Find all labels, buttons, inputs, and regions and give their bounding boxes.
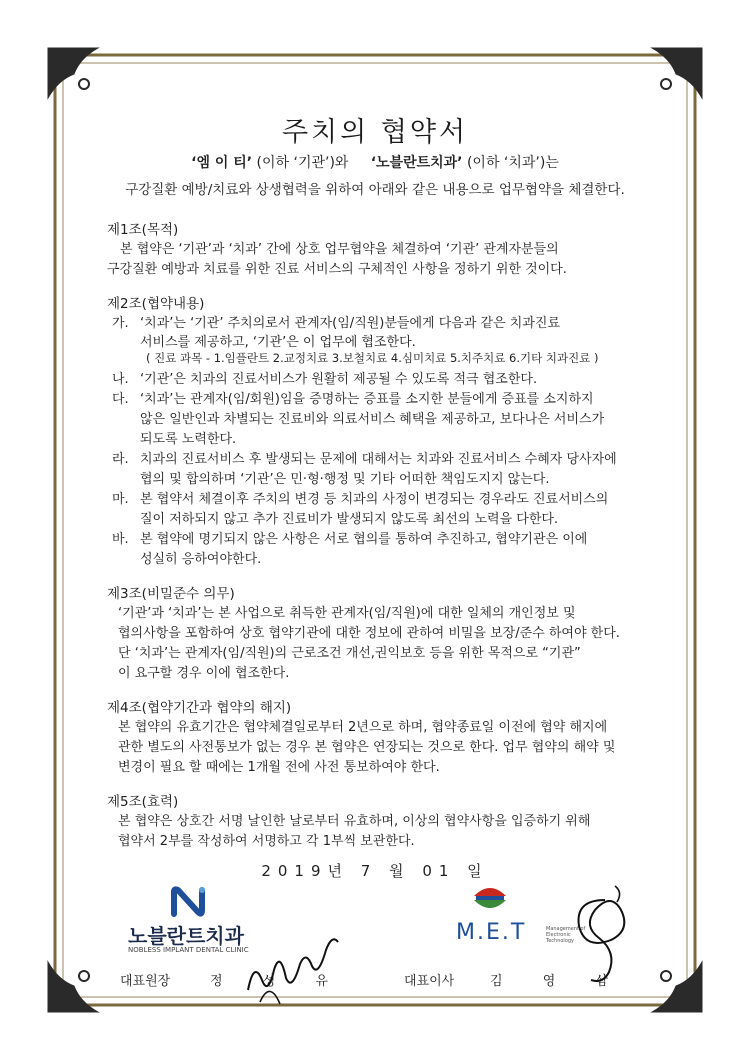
article5-line: 본 협약은 상호간 서명 날인한 날로부터 유효하며, 이상의 협약사항을 입증하기 위해 [118, 814, 591, 829]
article2-item-mark: 다. [112, 392, 129, 407]
article2-item-line: 않은 일반인과 차별되는 진료비와 의료서비스 혜택을 제공하고, 보다나은 서비스가 [140, 412, 605, 427]
right-signer-role: 대표이사 [404, 974, 455, 989]
clinic-logo-mark [168, 884, 208, 920]
party-clinic-alias: (이하 ‘치과’)는 [466, 155, 559, 171]
article2-item-mark: 가. [112, 316, 129, 331]
article3-line: 단 ‘치과’는 관계자(임/직원)의 근로조건 개선,권익보호 등을 위한 목적으로 “기관” [118, 646, 581, 661]
party-met-alias: (이하 ‘기관’)와 [256, 155, 349, 171]
article3-heading: 제3조(비밀준수 의무) [107, 586, 235, 602]
party-clinic: ‘노블란트치과’ [370, 155, 463, 171]
left-signer-name: 정 성 유 [210, 974, 346, 989]
left-handwritten-signature [240, 920, 350, 1010]
article2-item-line: ‘기관’은 치과의 진료서비스가 원활히 제공될 수 있도록 적극 협조한다. [140, 372, 538, 387]
clinic-logo-subtitle: NOBLESS IMPLANT DENTAL CLINIC [128, 946, 249, 954]
article2-item-line: 서비스를 제공하고, ‘기관’은 이 업무에 협조한다. [140, 335, 416, 350]
signing-date: 2019년 7 월 01 일 [261, 862, 489, 880]
article2-item-line: 치과의 진료서비스 후 발생되는 문제에 대해서는 치과와 진료서비스 수혜자 당사자에 [140, 452, 617, 467]
article2-item-line: 되도록 노력한다. [140, 432, 237, 447]
article2-item-mark: 바. [112, 532, 129, 547]
right-handwritten-signature [565, 880, 645, 990]
met-logo-mark [470, 880, 510, 920]
article2-item-line: ‘치과’는 ‘기관’ 주치의로서 관계자(임/직원)분들에게 다음과 같은 치과진료 [140, 316, 561, 331]
clinic-logo-text: 노블란트치과 [128, 924, 244, 948]
article2-item-line: 본 협약에 명기되지 않은 사항은 서로 협의를 통하여 추진하고, 협약기관은 이에 [140, 532, 588, 547]
article2-heading: 제2조(협약내용) [107, 296, 205, 312]
party-met: ‘엠 이 티’ [191, 155, 253, 171]
article1-heading: 제1조(목적) [107, 222, 179, 238]
article4-line: 변경이 필요 할 때에는 1개월 전에 사전 통보하여야 한다. [118, 760, 440, 775]
met-logo-subtitle: Management of Electronic Technology [546, 926, 586, 944]
parties-line [0, 152, 750, 172]
intro-text: 구강질환 예방/치료와 상생협력을 위하여 아래와 같은 내용으로 업무협약을 체결한다. [125, 182, 625, 198]
article4-line: 본 협약의 유효기간은 협약체결일로부터 2년으로 하며, 협약종료일 이전에 협약 해지에 [118, 720, 608, 735]
article3-line: 이 요구할 경우 이에 협조한다. [118, 666, 290, 681]
article2-item-line: 본 협약서 체결이후 주치의 변경 등 치과의 사정이 변경되는 경우라도 진료서비스의 [140, 492, 609, 507]
article4-line: 관한 별도의 사전통보가 없는 경우 본 협약은 연장되는 것으로 한다. 업무 협약의 해약 및 [118, 740, 616, 755]
article2-item-line: ‘치과’는 관계자(임/회원)임을 증명하는 증표를 소지한 분들에게 증표를 소지하지 [140, 392, 594, 407]
article5-heading: 제5조(효력) [107, 794, 179, 810]
article4-heading: 제4조(협약기간과 협약의 해지) [107, 700, 292, 716]
article3-line: 협의사항을 포함하여 상호 협약기관에 대한 정보에 관하여 비밀을 보장/준수 하여야 한다. [118, 626, 620, 641]
article2-item-line: 협의 및 합의하며 ‘기관’은 민·형·행정 및 기타 어떠한 책임도지지 않는다. [140, 472, 550, 487]
article2-item-mark: 라. [112, 452, 129, 467]
met-logo-text: M.E.T [456, 920, 527, 945]
article2-item-line: 질이 저하되지 않고 추가 진료비가 발생되지 않도록 최선의 노력을 다한다. [140, 512, 559, 527]
document-title: 주치의 협약서 [281, 117, 469, 148]
treatment-list: ( 진료 과목 - 1.임플란트 2.교정치료 3.보철치료 4.심미치료 5.치주치료 6.기타 치과진료 ) [146, 351, 599, 365]
article2-item-mark: 나. [112, 372, 129, 387]
article3-line: ‘기관’과 ‘치과’는 본 사업으로 취득한 관계자(임/직원)에 대한 일체의 개인정보 및 [118, 606, 576, 621]
article5-line: 협약서 2부를 작성하여 서명하고 각 1부씩 보관한다. [118, 834, 415, 849]
left-signer-role: 대표원장 [120, 974, 171, 989]
article2-item-line: 성실히 응하여야한다. [140, 552, 262, 567]
article2-item-mark: 마. [112, 492, 129, 507]
right-signer-name: 김 영 삼 [490, 974, 626, 989]
article1-line: 본 협약은 ‘기관’과 ‘치과’ 간에 상호 업무협약을 체결하여 ‘기관’ 관계자분들의 [120, 242, 559, 257]
article1-line: 구강질환 예방과 치료를 위한 진료 서비스의 구체적인 사항을 정하기 위한 것이다. [107, 262, 567, 277]
